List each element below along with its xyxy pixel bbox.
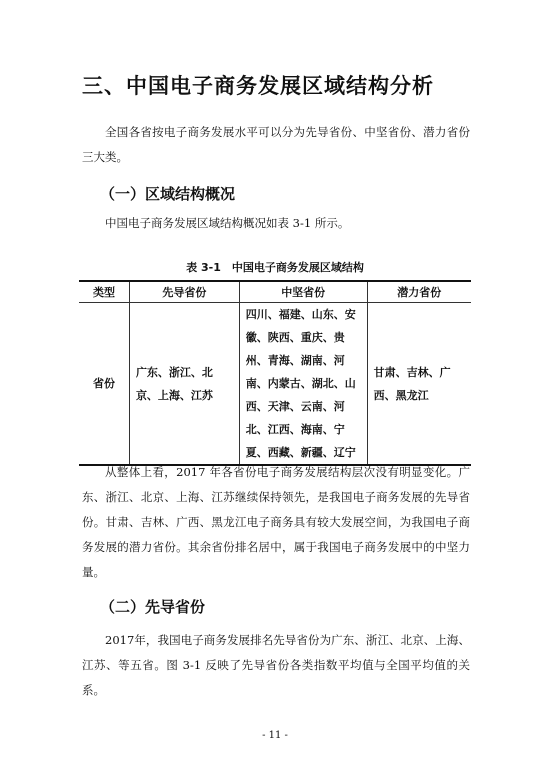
summary-paragraph: 从整体上看，2017 年各省份电子商务发展结构层次没有明显变化。广东、浙江、北京、上海、江苏继续保持领先，是我国电子商务发展的先导省份。甘肃、吉林、广西、黑龙江电子商务具有较大发展空间，为我国电子商务发展的潜力省份。其余省份排名居中，属于我国电子商务发展中的中坚力量。 bbox=[82, 465, 470, 579]
header-backbone: 中坚省份 bbox=[239, 281, 367, 303]
section-heading-leading: （二）先导省份 bbox=[100, 598, 206, 616]
section-heading-overview: （一）区域结构概况 bbox=[100, 185, 236, 203]
chapter-heading: 三、中国电子商务发展区域结构分析 bbox=[82, 74, 434, 98]
header-type: 类型 bbox=[79, 281, 129, 303]
intro-paragraph: 全国各省按电子商务发展水平可以分为先导省份、中坚省份、潜力省份三大类。 bbox=[82, 125, 470, 164]
backbone-provinces: 四川、福建、山东、安徽、陕西、重庆、贵州、青海、湖南、河南、内蒙古、湖北、山西、天津、云南、河北、江西、海南、宁夏、西藏、新疆、辽宁 bbox=[239, 303, 367, 466]
row-label: 省份 bbox=[79, 303, 129, 466]
region-structure-table bbox=[79, 280, 471, 466]
potential-provinces: 甘肃、吉林、广西、黑龙江 bbox=[367, 303, 471, 466]
overview-paragraph: 中国电子商务发展区域结构概况如表 3-1 所示。 bbox=[105, 216, 350, 230]
header-potential: 潜力省份 bbox=[367, 281, 471, 303]
header-leading: 先导省份 bbox=[129, 281, 239, 303]
table-caption: 表 3-1 中国电子商务发展区域结构 bbox=[186, 261, 364, 274]
leading-paragraph: 2017年，我国电子商务发展排名先导省份为广东、浙江、北京、上海、江苏、等五省。图 3-1 反映了先导省份各类指数平均值与全国平均值的关系。 bbox=[82, 633, 470, 697]
table-row bbox=[79, 303, 471, 466]
leading-provinces: 广东、浙江、北京、上海、江苏 bbox=[129, 303, 239, 466]
page-number: - 11 - bbox=[262, 730, 288, 741]
table-header-row bbox=[79, 281, 471, 303]
